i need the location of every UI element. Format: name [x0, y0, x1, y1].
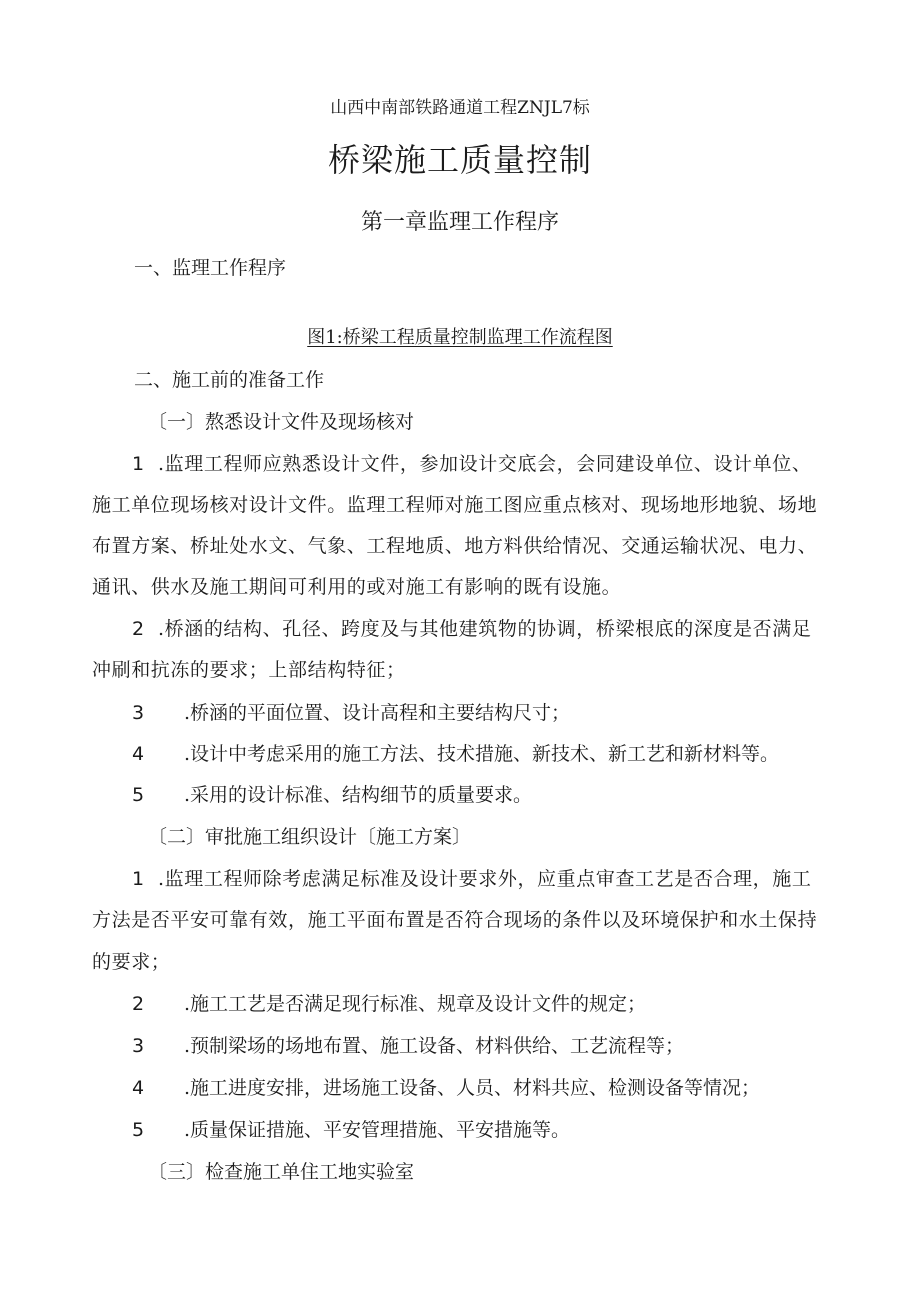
list-item-text: .施工进度安排，进场施工设备、人员、材料共应、检测设备等情况；: [184, 1077, 761, 1099]
paragraph-line: 的要求；: [92, 951, 171, 973]
item-number: 3: [132, 1035, 145, 1057]
list-item-text: .预制梁场的场地布置、施工设备、材料供给、工艺流程等；: [184, 1035, 685, 1057]
list-item: [132, 1034, 684, 1058]
list-item-text: .采用的设计标准、结构细节的质量要求。: [184, 784, 533, 806]
paragraph-line: .桥涵的结构、孔径、跨度及与其他建筑物的协调，桥梁根底的深度是否满足: [158, 618, 812, 640]
subsection-heading-2: 〔二〕审批施工组织设计〔施工方案〕: [148, 826, 472, 848]
list-item: [132, 1118, 570, 1142]
item-number: 4: [132, 1077, 145, 1099]
paragraph-line: 方法是否平安可靠有效，施工平面布置是否符合现场的条件以及环境保护和水土保持: [92, 909, 818, 931]
item-number: 2: [132, 993, 145, 1015]
paragraph-line: 冲刷和抗冻的要求；上部结构特征；: [92, 659, 406, 681]
item-number: 3: [132, 702, 145, 724]
chapter-heading: 第一章监理工作程序: [360, 210, 559, 235]
item-number: 2: [132, 618, 145, 640]
item-number: 1: [132, 453, 145, 475]
list-item: [132, 617, 811, 641]
list-item: [132, 701, 570, 725]
list-item: [132, 783, 532, 807]
subsection-heading-3: 〔三〕检查施工单住工地实验室: [148, 1161, 415, 1183]
list-item: [132, 742, 779, 766]
list-item: [132, 1076, 760, 1100]
document-subtitle: 山西中南部铁路通道工程ZNJL7标: [330, 98, 590, 118]
paragraph-line: .监理工程师应熟悉设计文件，参加设计交底会，会同建设单位、设计单位、: [158, 453, 812, 475]
item-number: 4: [132, 743, 145, 765]
item-number: 5: [132, 1119, 145, 1141]
paragraph-line: 通讯、供水及施工期间可利用的或对施工有影响的既有设施。: [92, 576, 622, 598]
paragraph-line: .监理工程师除考虑满足标准及设计要求外，应重点审查工艺是否合理，施工: [158, 868, 812, 890]
list-item: [132, 992, 646, 1016]
subsection-heading-1: 〔一〕熬悉设计文件及现场核对: [148, 411, 415, 433]
document-title: 桥梁施工质量控制: [327, 141, 592, 179]
paragraph-line: 布置方案、桥址处水文、气象、工程地质、地方料供给情况、交通运输状况、电力、: [92, 535, 818, 557]
list-item: [132, 452, 811, 476]
list-item-text: .设计中考虑采用的施工方法、技术措施、新技术、新工艺和新材料等。: [184, 743, 780, 765]
paragraph-line: 施工单位现场核对设计文件。监理工程师对施工图应重点核对、现场地形地貌、场地: [92, 494, 818, 516]
list-item-text: .桥涵的平面位置、设计高程和主要结构尺寸；: [184, 702, 571, 724]
list-item: [132, 867, 811, 891]
figure-caption: 图1:桥梁工程质量控制监理工作流程图: [307, 327, 613, 348]
list-item-text: .质量保证措施、平安管理措施、平安措施等。: [184, 1119, 571, 1141]
section-heading-2: 二、施工前的准备工作: [134, 369, 325, 391]
list-item-text: .施工工艺是否满足现行标准、规章及设计文件的规定；: [184, 993, 647, 1015]
item-number: 5: [132, 784, 145, 806]
item-number: 1: [132, 868, 145, 890]
section-heading-1: 一、监理工作程序: [134, 257, 287, 279]
